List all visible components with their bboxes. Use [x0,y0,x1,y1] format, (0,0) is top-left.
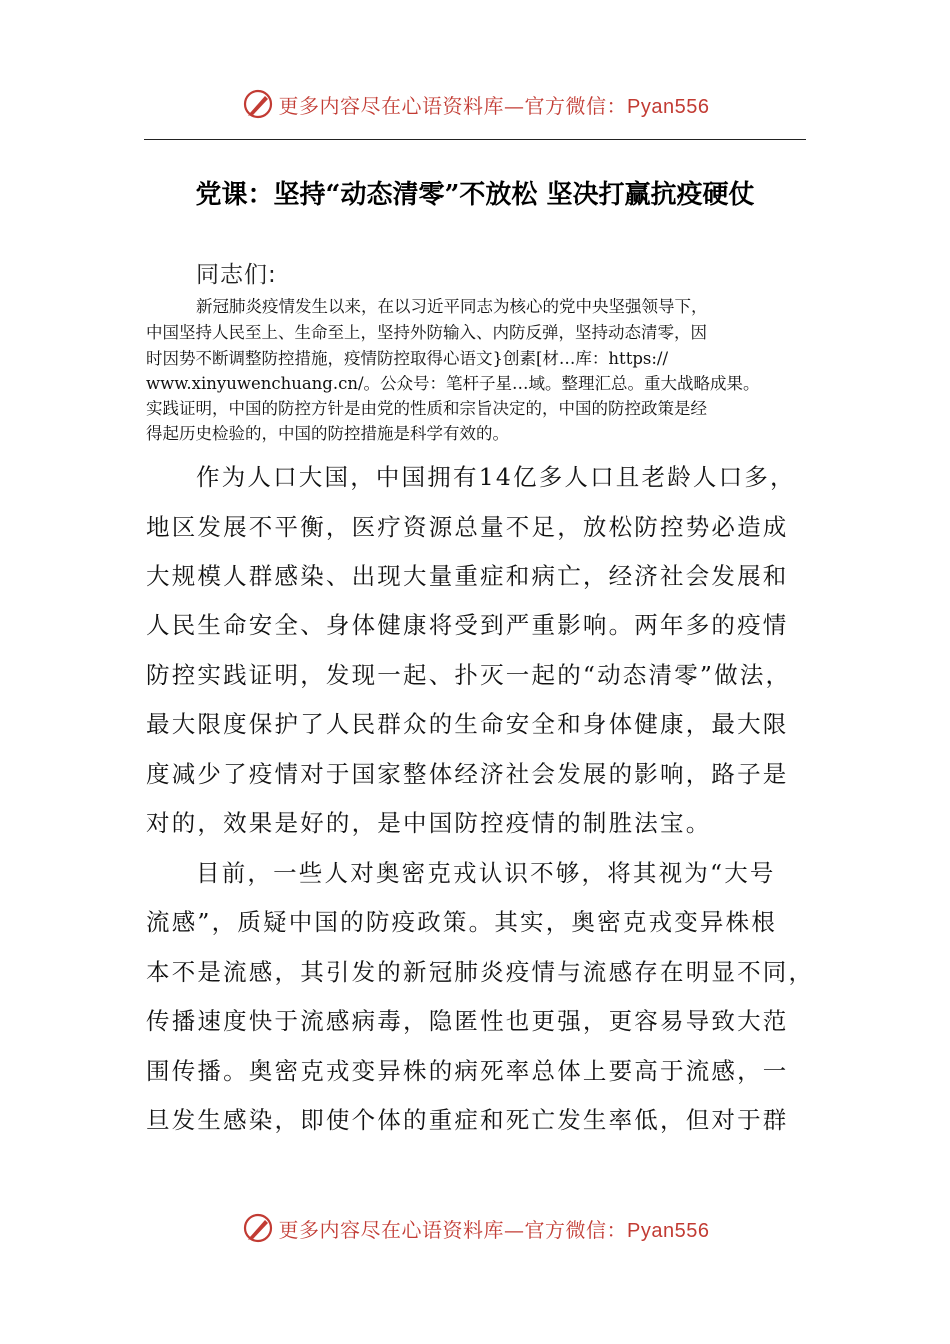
header-banner-text: 更多内容尽在心语资料库—官方微信：Pyan556 [278,93,710,118]
body-line: 围传播。奥密克戎变异株的病死率总体上要高于流感，一 [146,1057,789,1085]
document-title: 党课：坚持“动态清零”不放松 坚决打赢抗疫硬仗 [195,180,755,210]
body-line: 度减少了疫情对于国家整体经济社会发展的影响，路子是 [146,760,789,788]
body-line: 流感”，质疑中国的防疫政策。其实，奥密克戎变异株根 [146,908,778,936]
body-line: 传播速度快于流感病毒，隐匿性也更强，更容易导致大范 [146,1007,789,1035]
intro-line: 时因势不断调整防控措施，疫情防控取得心语文}创素[材…库：https:// [146,349,669,368]
wechat-id: Pyan556 [627,1219,710,1242]
wechat-id: Pyan556 [627,95,710,118]
footer-banner [0,1208,950,1248]
header-divider [144,139,806,140]
body-line: 作为人口大国，中国拥有14亿多人口且老龄人口多， [196,463,796,491]
body-line: 大规模人群感染、出现大量重症和病亡，经济社会发展和 [146,562,789,590]
pen-logo-icon [241,87,275,121]
intro-line: 实践证明，中国的防控方针是由党的性质和宗旨决定的，中国的防控政策是经 [146,399,707,418]
pen-logo-icon [241,1211,275,1245]
salutation: 同志们: [196,262,277,288]
body-line: 旦发生感染，即使个体的重症和死亡发生率低，但对于群 [146,1106,789,1134]
body-line: 防控实践证明，发现一起、扑灭一起的“动态清零”做法， [146,661,792,689]
body-line: 最大限度保护了人民群众的生命安全和身体健康，最大限 [146,710,789,738]
intro-line: www.xinyuwenchuang.cn/。公众号：笔杆子星…域。整理汇总。重大战略成果。 [146,374,760,393]
footer-banner-text: 更多内容尽在心语资料库—官方微信：Pyan556 [278,1217,710,1242]
header-banner [0,84,950,124]
body-line: 地区发展不平衡，医疗资源总量不足，放松防控势必造成 [146,513,789,541]
intro-line: 得起历史检验的，中国的防控措施是科学有效的。 [146,424,509,443]
body-line: 本不是流感，其引发的新冠肺炎疫情与流感存在明显不同， [146,958,815,986]
intro-line: 新冠肺炎疫情发生以来，在以习近平同志为核心的党中央坚强领导下， [196,297,708,316]
intro-line: 中国坚持人民至上、生命至上，坚持外防输入、内防反弹，坚持动态清零，因 [146,323,707,342]
body-line: 对的，效果是好的，是中国防控疫情的制胜法宝。 [146,809,712,837]
body-line: 人民生命安全、身体健康将受到严重影响。两年多的疫情 [146,611,789,639]
body-line: 目前，一些人对奥密克戎认识不够，将其视为“大号 [196,859,776,887]
